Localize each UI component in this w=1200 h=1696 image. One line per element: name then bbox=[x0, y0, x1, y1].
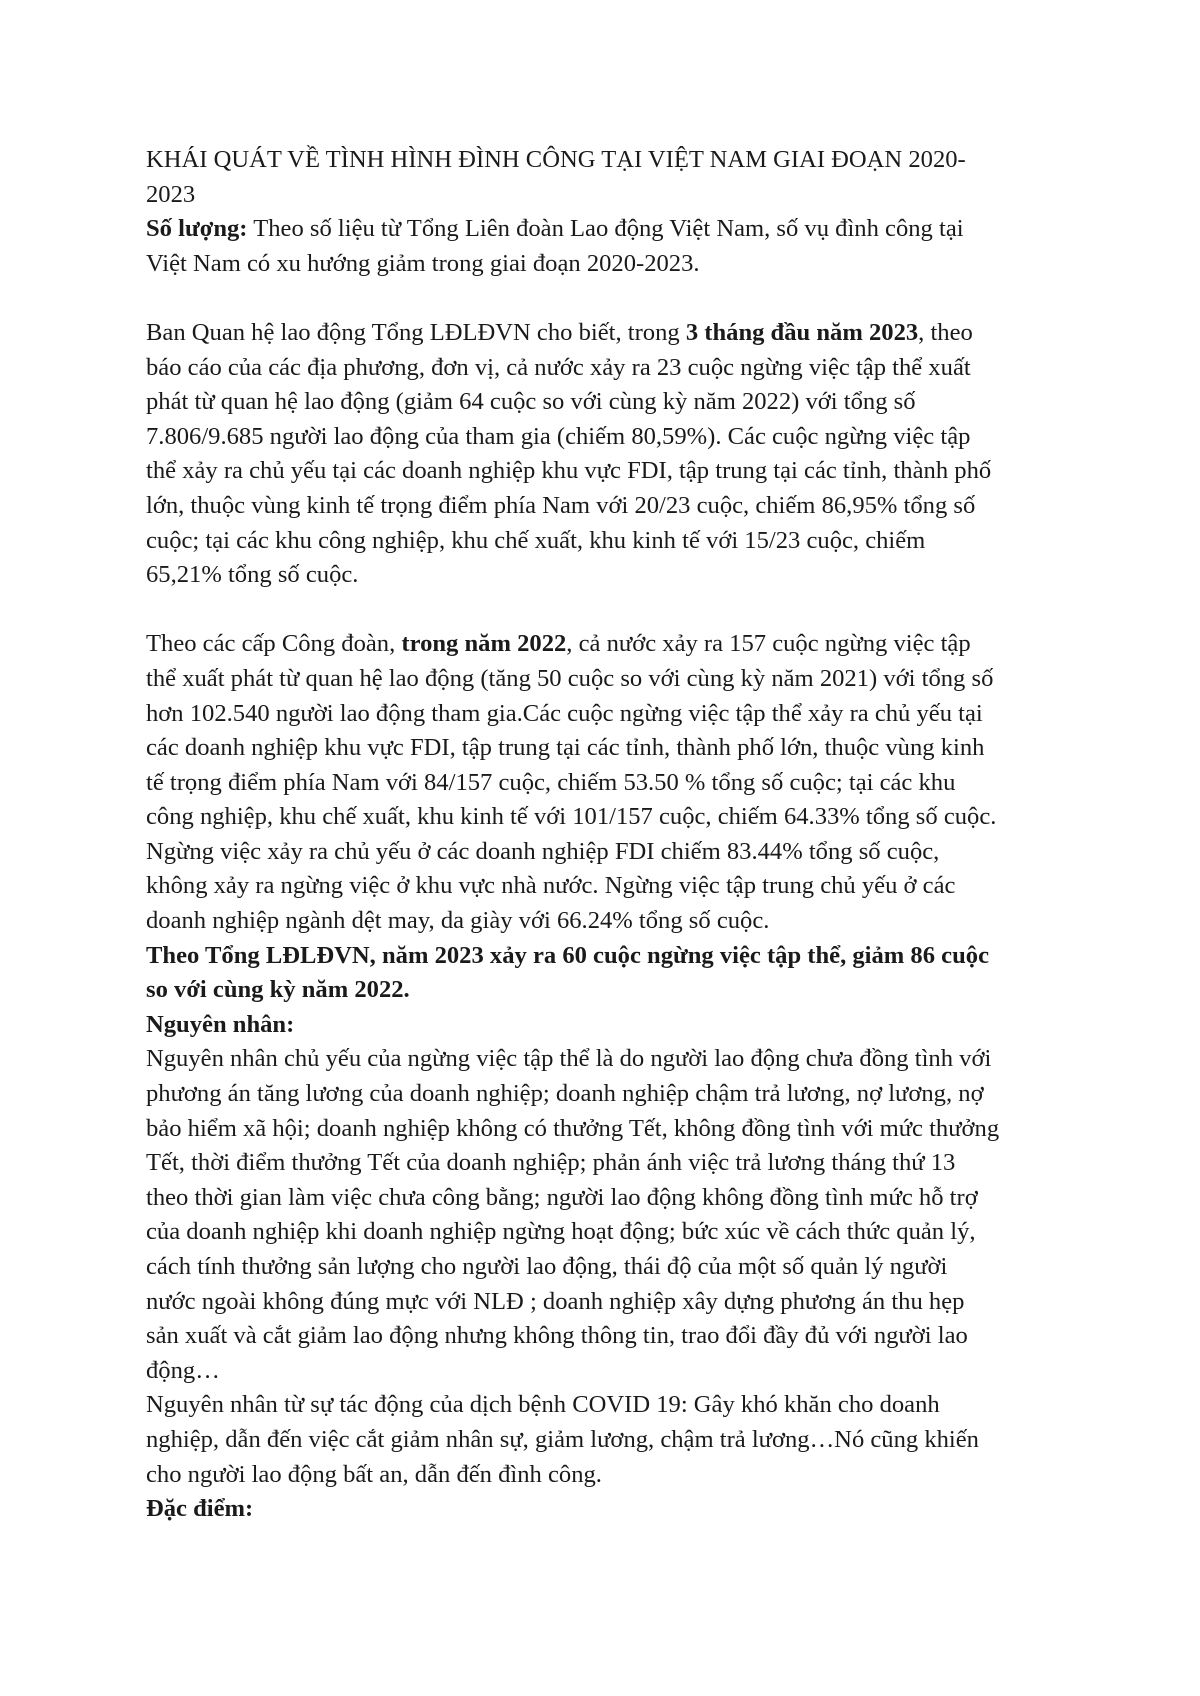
text-line bbox=[146, 247, 1076, 282]
text-run: các doanh nghiệp khu vực FDI, tập trung tại các tỉnh, thành phố lớn, thuộc vùng kinh bbox=[146, 734, 985, 762]
text-run: phát từ quan hệ lao động (giảm 64 cuộc so với cùng kỳ năm 2022) với tổng số bbox=[146, 388, 916, 416]
text-run: , theo bbox=[918, 318, 973, 346]
text-line bbox=[146, 1181, 1076, 1216]
text-line bbox=[146, 1008, 1076, 1043]
text-line bbox=[146, 1319, 1076, 1354]
text-line bbox=[146, 627, 1076, 662]
text-run: 7.806/9.685 người lao động của tham gia (chiếm 80,59%). Các cuộc ngừng việc tập bbox=[146, 422, 971, 450]
text-run: Ngừng việc xảy ra chủ yếu ở các doanh nghiệp FDI chiếm 83.44% tổng số cuộc, bbox=[146, 837, 940, 865]
text-line bbox=[146, 662, 1076, 697]
text-run: Ban Quan hệ lao động Tổng LĐLĐVN cho biết, trong bbox=[146, 318, 686, 346]
text-line bbox=[146, 1250, 1076, 1285]
text-run: Nguyên nhân từ sự tác động của dịch bệnh COVID 19: Gây khó khăn cho doanh bbox=[146, 1391, 940, 1419]
blank-line bbox=[146, 593, 1076, 628]
text-run: bảo hiểm xã hội; doanh nghiệp không có thưởng Tết, không đồng tình với mức thưởng bbox=[146, 1114, 1000, 1142]
text-run: Theo số liệu từ Tổng Liên đoàn Lao động Việt Nam, số vụ đình công tại bbox=[247, 215, 964, 243]
text-run: cho người lao động bất an, dẫn đến đình công. bbox=[146, 1460, 602, 1488]
text-line bbox=[146, 1285, 1076, 1320]
bold-text-run: Nguyên nhân: bbox=[146, 1010, 295, 1038]
text-run: Theo các cấp Công đoàn, bbox=[146, 630, 402, 658]
text-line bbox=[146, 489, 1076, 524]
text-line bbox=[146, 1215, 1076, 1250]
text-run: cuộc; tại các khu công nghiệp, khu chế xuất, khu kinh tế với 15/23 cuộc, chiếm bbox=[146, 526, 926, 554]
text-run: Tết, thời điểm thưởng Tết của doanh nghiệp; phản ánh việc trả lương tháng thứ 13 bbox=[146, 1149, 956, 1177]
text-run: công nghiệp, khu chế xuất, khu kinh tế với 101/157 cuộc, chiếm 64.33% tổng số cuộc. bbox=[146, 803, 997, 831]
text-line bbox=[146, 697, 1076, 732]
text-run: 65,21% tổng số cuộc. bbox=[146, 561, 359, 589]
text-line bbox=[146, 800, 1076, 835]
text-line bbox=[146, 766, 1076, 801]
text-run: phương án tăng lương của doanh nghiệp; doanh nghiệp chậm trả lương, nợ lương, nợ bbox=[146, 1080, 984, 1108]
document-body bbox=[146, 143, 1076, 1527]
text-line bbox=[146, 1042, 1076, 1077]
text-run: thể xuất phát từ quan hệ lao động (tăng 50 cuộc so với cùng kỳ năm 2021) với tổng số bbox=[146, 664, 994, 692]
text-line bbox=[146, 1423, 1076, 1458]
text-line bbox=[146, 973, 1076, 1008]
text-line bbox=[146, 1492, 1076, 1527]
text-run: Nguyên nhân chủ yếu của ngừng việc tập thể là do người lao động chưa đồng tình với bbox=[146, 1045, 992, 1073]
text-line bbox=[146, 1077, 1076, 1112]
text-line bbox=[146, 524, 1076, 559]
text-line bbox=[146, 939, 1076, 974]
text-line bbox=[146, 904, 1076, 939]
text-line bbox=[146, 454, 1076, 489]
text-line bbox=[146, 178, 1076, 213]
bold-text-run: 3 tháng đầu năm 2023 bbox=[685, 318, 919, 346]
text-run: Việt Nam có xu hướng giảm trong giai đoạn 2020-2023. bbox=[146, 249, 700, 277]
text-line bbox=[146, 316, 1076, 351]
text-line bbox=[146, 1388, 1076, 1423]
text-run: báo cáo của các địa phương, đơn vị, cả nước xảy ra 23 cuộc ngừng việc tập thể xuất bbox=[146, 353, 971, 381]
bold-text-run: so với cùng kỳ năm 2022. bbox=[146, 976, 410, 1004]
text-line bbox=[146, 835, 1076, 870]
text-run: doanh nghiệp ngành dệt may, da giày với 66.24% tổng số cuộc. bbox=[146, 907, 770, 935]
text-line bbox=[146, 1354, 1076, 1389]
text-line bbox=[146, 869, 1076, 904]
text-run: tế trọng điểm phía Nam với 84/157 cuộc, chiếm 53.50 % tổng số cuộc; tại các khu bbox=[146, 768, 956, 796]
text-line bbox=[146, 385, 1076, 420]
bold-text-run: trong năm 2022 bbox=[401, 630, 567, 658]
text-run: cách tính thưởng sản lượng cho người lao động, thái độ của một số quản lý người bbox=[146, 1253, 948, 1280]
text-run: nước ngoài không đúng mực với NLĐ ; doanh nghiệp xây dựng phương án thu hẹp bbox=[146, 1287, 965, 1315]
text-run: 2023 bbox=[146, 180, 196, 208]
text-line bbox=[146, 1112, 1076, 1147]
bold-text-run: Theo Tổng LĐLĐVN, năm 2023 xảy ra 60 cuộc ngừng việc tập thể, giảm 86 cuộc bbox=[146, 941, 989, 969]
text-line bbox=[146, 558, 1076, 593]
bold-text-run: Đặc điểm: bbox=[146, 1495, 254, 1523]
text-run: hơn 102.540 người lao động tham gia.Các cuộc ngừng việc tập thể xảy ra chủ yếu tại bbox=[146, 699, 983, 727]
text-run: theo thời gian làm việc chưa công bằng; người lao động không đồng tình mức hỗ trợ bbox=[146, 1183, 978, 1211]
text-run: không xảy ra ngừng việc ở khu vực nhà nước. Ngừng việc tập trung chủ yếu ở các bbox=[146, 872, 956, 900]
text-run: thể xảy ra chủ yếu tại các doanh nghiệp khu vực FDI, tập trung tại các tỉnh, thành phố bbox=[146, 457, 992, 485]
text-line bbox=[146, 212, 1076, 247]
text-line bbox=[146, 731, 1076, 766]
text-run: sản xuất và cắt giảm lao động nhưng không thông tin, trao đổi đầy đủ với người lao bbox=[146, 1322, 968, 1350]
text-run: KHÁI QUÁT VỀ TÌNH HÌNH ĐÌNH CÔNG TẠI VIỆT NAM GIAI ĐOẠN 2020- bbox=[146, 146, 966, 173]
text-run: của doanh nghiệp khi doanh nghiệp ngừng hoạt động; bức xúc về cách thức quản lý, bbox=[146, 1218, 976, 1246]
blank-line bbox=[146, 281, 1076, 316]
text-line bbox=[146, 351, 1076, 386]
text-run: , cả nước xảy ra 157 cuộc ngừng việc tập bbox=[566, 630, 971, 658]
text-line bbox=[146, 1146, 1076, 1181]
text-line bbox=[146, 143, 1076, 178]
bold-text-run: Số lượng: bbox=[146, 215, 248, 243]
text-line bbox=[146, 1458, 1076, 1493]
text-run: động… bbox=[146, 1356, 220, 1384]
text-line bbox=[146, 420, 1076, 455]
text-run: lớn, thuộc vùng kinh tế trọng điểm phía Nam với 20/23 cuộc, chiếm 86,95% tổng số bbox=[146, 491, 976, 519]
text-run: nghiệp, dẫn đến việc cắt giảm nhân sự, giảm lương, chậm trả lương…Nó cũng khiến bbox=[146, 1425, 979, 1453]
